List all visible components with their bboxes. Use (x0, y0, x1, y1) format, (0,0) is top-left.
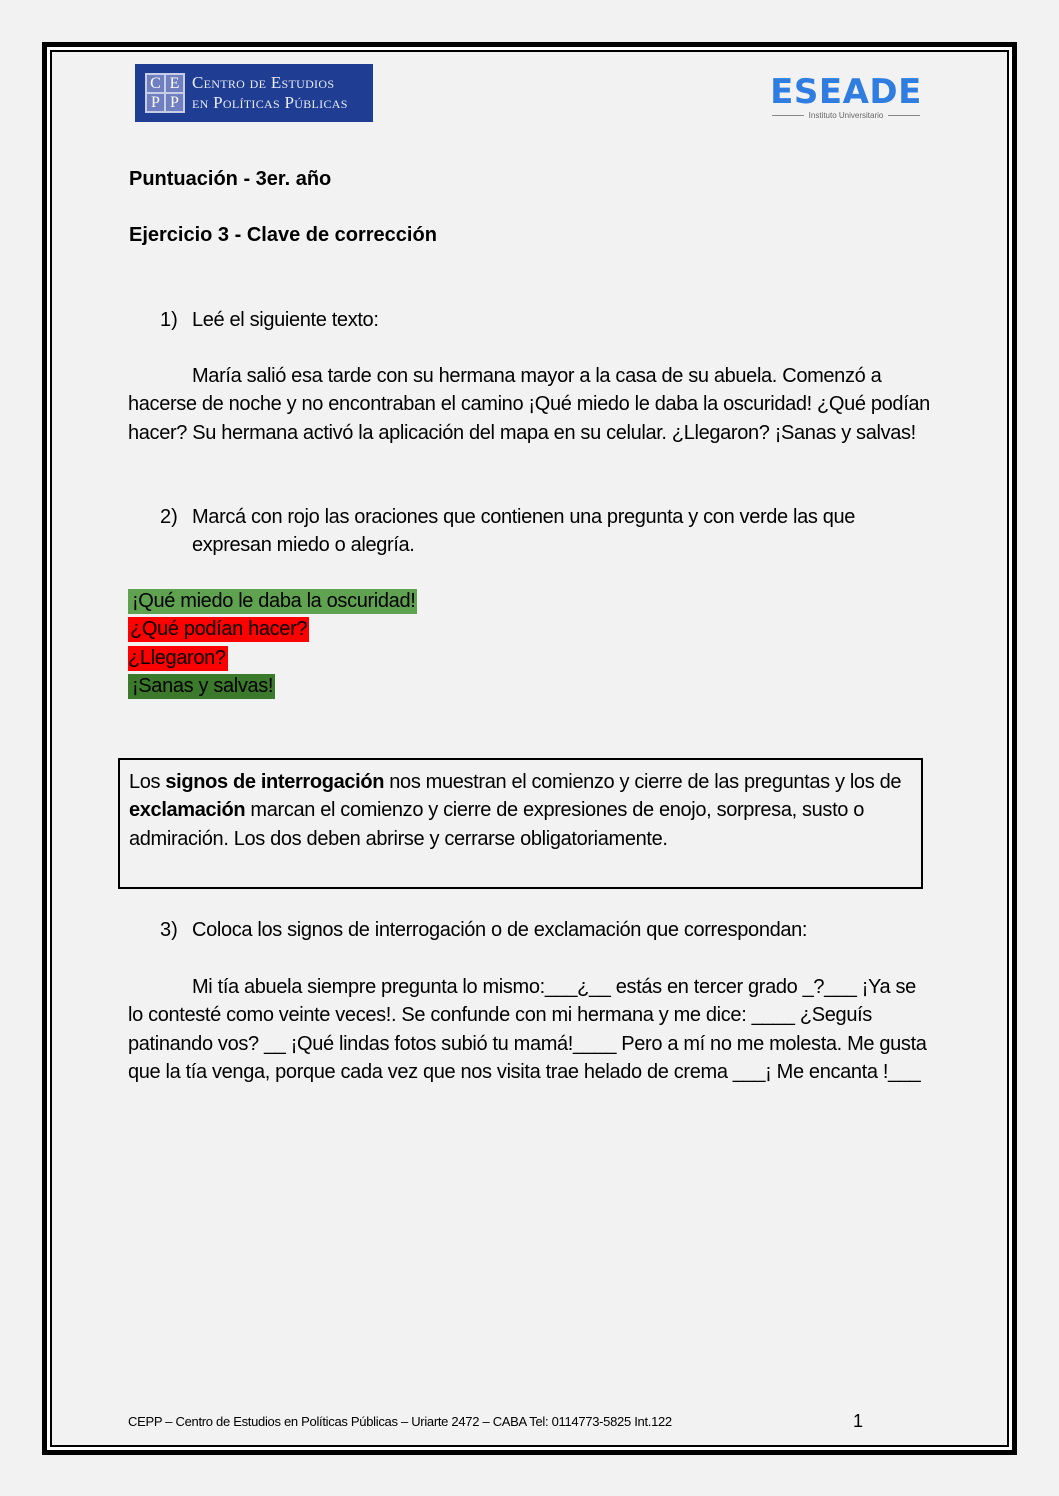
item-1-number: 1) (160, 309, 178, 331)
page-border-outer (42, 42, 1017, 1455)
footer-text: CEPP – Centro de Estudios en Políticas Públicas – Uriarte 2472 – CABA Tel: 0114773-5825 Int.122 (128, 1414, 672, 1429)
eseade-logo (766, 74, 926, 124)
answer-highlight-dark-green: ¡Sanas y salvas! (128, 674, 275, 699)
page-number: 1 (853, 1411, 864, 1431)
cepp-letter: P (166, 94, 183, 111)
info-text: nos muestran el comienzo y cierre de las preguntas y los de (384, 771, 902, 793)
item-1-passage: María salió esa tarde con su hermana mayor a la casa de su abuela. Comenzó a hacerse de noche y no encontraban el camino ¡Qué miedo le daba la oscuridad! ¿Qué podían hacer? Su hermana activó la aplicación del mapa en su celular. ¿Llegaron? ¡Sanas y salvas! (128, 365, 930, 444)
item-2-instruction-line1: Marcá con rojo las oraciones que contienen una pregunta y con verde las que (192, 506, 856, 528)
cepp-logo-line2: en Políticas Públicas (192, 93, 348, 112)
document-subtitle: Ejercicio 3 - Clave de corrección (129, 224, 437, 246)
divider-line (772, 115, 804, 116)
item-3-number: 3) (160, 919, 178, 941)
item-2-number: 2) (160, 506, 178, 528)
item-3-passage: Mi tía abuela siempre pregunta lo mismo:___¿__ estás en tercer grado _?___ ¡Ya se lo contesté como veinte veces!. Se confunde con mi hermana y me dice: ____ ¿Seguís patinando vos? __ ¡Qué lindas fotos subió tu mamá!____ Pero a mí no me molesta. Me gusta que la tía venga, porque cada vez que nos visita trae helado de crema ___¡ Me encanta !___ (128, 976, 927, 1083)
eseade-logo-name: ESEADE (770, 72, 922, 112)
answer-highlight-red: ¿Qué podían hacer? (130, 618, 308, 640)
cepp-logo-mark (145, 73, 185, 113)
info-text: marcan el comienzo y cierre de expresiones de enojo, sorpresa, susto o admiración. Los dos deben abrirse y cerrarse obligatoriamente. (129, 799, 865, 850)
cepp-letter: C (147, 75, 164, 92)
eseade-logo-subtitle-row (766, 111, 926, 120)
info-box (118, 758, 923, 889)
answer-highlight-red: ¿Llegaron? (128, 647, 226, 669)
info-text: Los (129, 771, 166, 793)
document-title: Puntuación - 3er. año (129, 168, 332, 190)
page-border-inner (50, 50, 1009, 1447)
cepp-letter: E (166, 75, 183, 92)
info-bold-term: signos de interrogación (165, 771, 385, 793)
info-bold-term: exclamación (129, 799, 246, 822)
item-2-instruction-line2: expresan miedo o alegría. (192, 534, 415, 556)
item-3-instruction: Coloca los signos de interrogación o de exclamación que correspondan: (192, 919, 808, 941)
cepp-logo-text (192, 73, 348, 113)
cepp-letter: P (147, 94, 164, 111)
item-1-instruction: Leé el siguiente texto: (192, 309, 379, 331)
eseade-logo-subtitle: Instituto Universitario (808, 111, 884, 120)
cepp-logo (135, 64, 373, 122)
cepp-logo-line1: Centro de Estudios (192, 73, 335, 92)
answer-highlight-green: ¡Qué miedo le daba la oscuridad! (128, 589, 417, 614)
divider-line (888, 115, 920, 116)
